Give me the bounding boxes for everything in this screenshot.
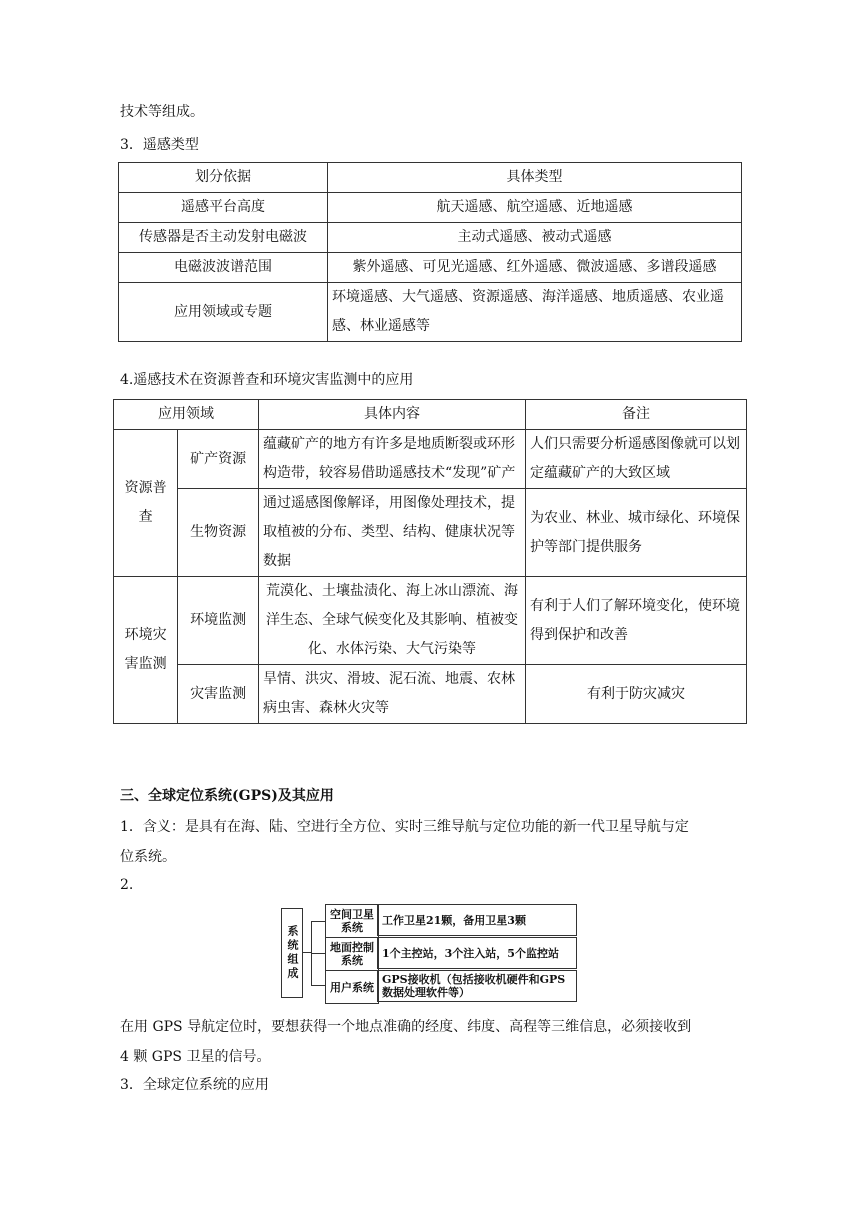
table-header-row [114,400,747,430]
section-heading-gps: 三、全球定位系统(GPS)及其应用 [120,788,334,804]
diagram-node-desc: GPS接收机（包括接收机硬件和GPS数据处理软件等） [377,970,577,1002]
remote-sensing-applications-table [113,399,747,724]
section-heading-applications: 4.遥感技术在资源普查和环境灾害监测中的应用 [120,372,414,388]
table-row [114,489,747,577]
table-header: 备注 [526,400,747,430]
diagram-root-node: 系统组成 [281,908,303,998]
text-line: 1．含义：是具有在海、陆、空进行全方位、实时三维导航与定位功能的新一代卫星导航与定 [120,819,689,835]
connector-line [311,953,325,954]
table-cell: 电磁波波谱范围 [119,253,328,283]
table-group-cell: 环境灾害监测 [114,577,178,724]
table-row [114,665,747,724]
table-header-row [119,163,742,193]
table-row [119,223,742,253]
table-cell: 通过遥感图像解译，用图像处理技术，提取植被的分布、类型、结构、健康状况等数据 [259,489,526,577]
text-line: 4 颗 GPS 卫星的信号。 [120,1049,271,1065]
table-group-cell: 资源普查 [114,430,178,577]
diagram-node-user-segment: 用户系统 [325,970,379,1004]
diagram-node-desc: 1个主控站，3个注入站，5个监控站 [377,937,577,969]
table-row [119,193,742,223]
table-cell: 有利于防灾减灾 [526,665,747,724]
table-cell: 遥感平台高度 [119,193,328,223]
table-cell: 旱情、洪灾、滑坡、泥石流、地震、农林病虫害、森林火灾等 [259,665,526,724]
connector-line [311,985,325,986]
table-cell: 传感器是否主动发射电磁波 [119,223,328,253]
section-heading-remote-sensing-types: 3．遥感类型 [120,137,199,153]
connector-line [303,952,311,953]
table-row [114,577,747,665]
table-cell: 灾害监测 [178,665,259,724]
table-cell: 应用领域或专题 [119,283,328,342]
table-header: 具体类型 [328,163,742,193]
table-header: 应用领域 [114,400,259,430]
text-line: 技术等组成。 [120,104,204,120]
table-cell: 环境监测 [178,577,259,665]
table-row [119,253,742,283]
table-cell: 人们只需要分析遥感图像就可以划定蕴藏矿产的大致区域 [526,430,747,489]
table-cell: 为农业、林业、城市绿化、环境保护等部门提供服务 [526,489,747,577]
table-cell: 主动式遥感、被动式遥感 [328,223,742,253]
gps-system-diagram [281,900,579,1006]
connector-line [311,921,325,922]
text-line: 2. [120,877,134,893]
section-heading-gps-applications: 3．全球定位系统的应用 [120,1077,269,1093]
text-line: 位系统。 [120,849,176,865]
table-cell: 矿产资源 [178,430,259,489]
table-cell: 紫外遥感、可见光遥感、红外遥感、微波遥感、多谱段遥感 [328,253,742,283]
table-cell: 荒漠化、土壤盐渍化、海上冰山漂流、海洋生态、全球气候变化及其影响、植被变化、水体污染、大气污染等 [259,577,526,665]
diagram-node-desc: 工作卫星21颗，备用卫星3颗 [377,904,577,936]
table-header: 划分依据 [119,163,328,193]
table-row [119,283,742,342]
table-header: 具体内容 [259,400,526,430]
table-cell: 有利于人们了解环境变化，使环境得到保护和改善 [526,577,747,665]
table-cell: 生物资源 [178,489,259,577]
text-line: 在用 GPS 导航定位时，要想获得一个地点准确的经度、纬度、高程等三维信息，必须接收到 [120,1019,692,1035]
table-row [114,430,747,489]
table-cell: 环境遥感、大气遥感、资源遥感、海洋遥感、地质遥感、农业遥感、林业遥感等 [328,283,742,342]
diagram-node-space-segment: 空间卫星系统 [325,904,379,938]
table-cell: 航天遥感、航空遥感、近地遥感 [328,193,742,223]
remote-sensing-types-table [118,162,742,342]
table-cell: 蕴藏矿产的地方有许多是地质断裂或环形构造带，较容易借助遥感技术“发现”矿产 [259,430,526,489]
diagram-node-control-segment: 地面控制系统 [325,937,379,971]
